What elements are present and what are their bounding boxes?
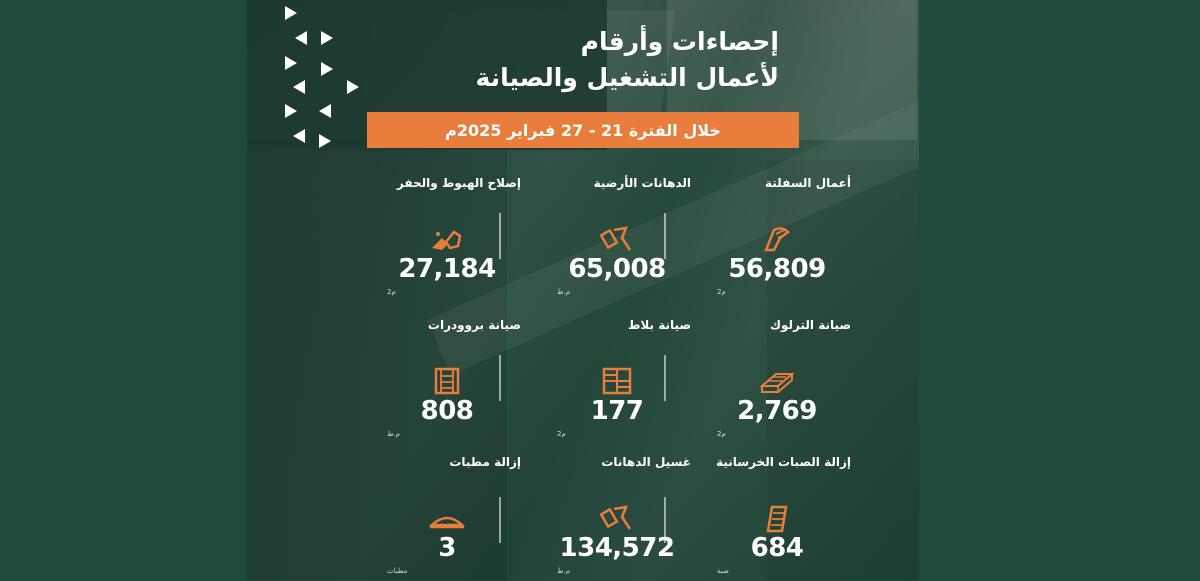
stat-label: صيانة بروودرات [427,318,521,332]
paving-roller-icon [760,224,794,254]
stat-unit: م2 [717,430,726,438]
stat-value: 134,572 [559,533,675,563]
stat-value: 56,809 [728,254,826,284]
triangle-arrow-icon [285,56,297,70]
stat-speed-bumps [367,455,527,580]
paint-roller-icon [600,503,634,533]
stat-interlock [697,318,857,443]
stat-value: 27,184 [398,254,496,284]
triangle-arrow-icon [347,80,359,94]
paint-roller-icon [600,224,634,254]
excavator-icon [430,224,464,254]
stat-label: صيانة بلاط [627,318,691,332]
stat-unit: م2 [557,430,566,438]
tile-grid-icon [600,366,634,396]
triangle-arrow-icon [321,31,333,45]
stat-value: 684 [750,533,804,563]
triangle-arrow-icon [293,80,305,94]
triangle-arrow-icon [285,6,297,20]
stat-unit: م2 [387,288,396,296]
stat-value: 808 [420,396,474,426]
infographic-poster [247,0,919,581]
triangle-arrow-icon [321,62,333,76]
stat-paint-washing [537,455,697,580]
triangle-arrow-icon [285,104,297,118]
stat-label: إصلاح الهبوط والحفر [396,176,521,190]
stat-label: أعمال السفلتة [765,176,851,190]
stat-tiles [537,318,697,443]
concrete-barrier-icon [760,503,794,533]
stat-unit: م.ط [557,567,571,575]
stat-curbs [367,318,527,443]
stat-value: 2,769 [737,396,817,426]
page-title [419,24,779,96]
stat-concrete-removal [697,455,857,580]
stat-asphalt [697,176,857,301]
stat-ground-paint [537,176,697,301]
title-line-1: إحصاءات وأرقام [580,27,779,56]
period-banner: خلال الفترة 21 - 27 فبراير 2025م [367,112,799,148]
stat-unit: م2 [717,288,726,296]
stat-label: إزالة مطبات [449,455,521,469]
stat-potholes [367,176,527,301]
curb-stone-icon [430,366,464,396]
triangle-arrow-icon [293,129,305,143]
triangle-arrow-icon [319,104,331,118]
title-line-2: لأعمال التشغيل والصيانة [475,63,779,92]
stat-value: 3 [438,533,456,563]
stat-unit: مطبات [387,567,408,575]
stat-unit: م.ط [557,288,571,296]
stat-unit: م.ط [387,430,401,438]
stat-value: 177 [590,396,644,426]
stat-value: 65,008 [568,254,666,284]
speed-bump-icon [417,503,477,533]
stat-label: الدهانات الأرضية [593,176,691,190]
stat-label: صيانة الترلوك [770,318,851,332]
interlock-bricks-icon [760,366,794,396]
stat-label: غسيل الدهانات [601,455,691,469]
stat-unit: صبة [717,567,729,575]
triangle-arrow-icon [319,134,331,148]
triangle-arrow-icon [295,31,307,45]
stat-label: إزالة الصبات الخرسانية [716,455,851,469]
